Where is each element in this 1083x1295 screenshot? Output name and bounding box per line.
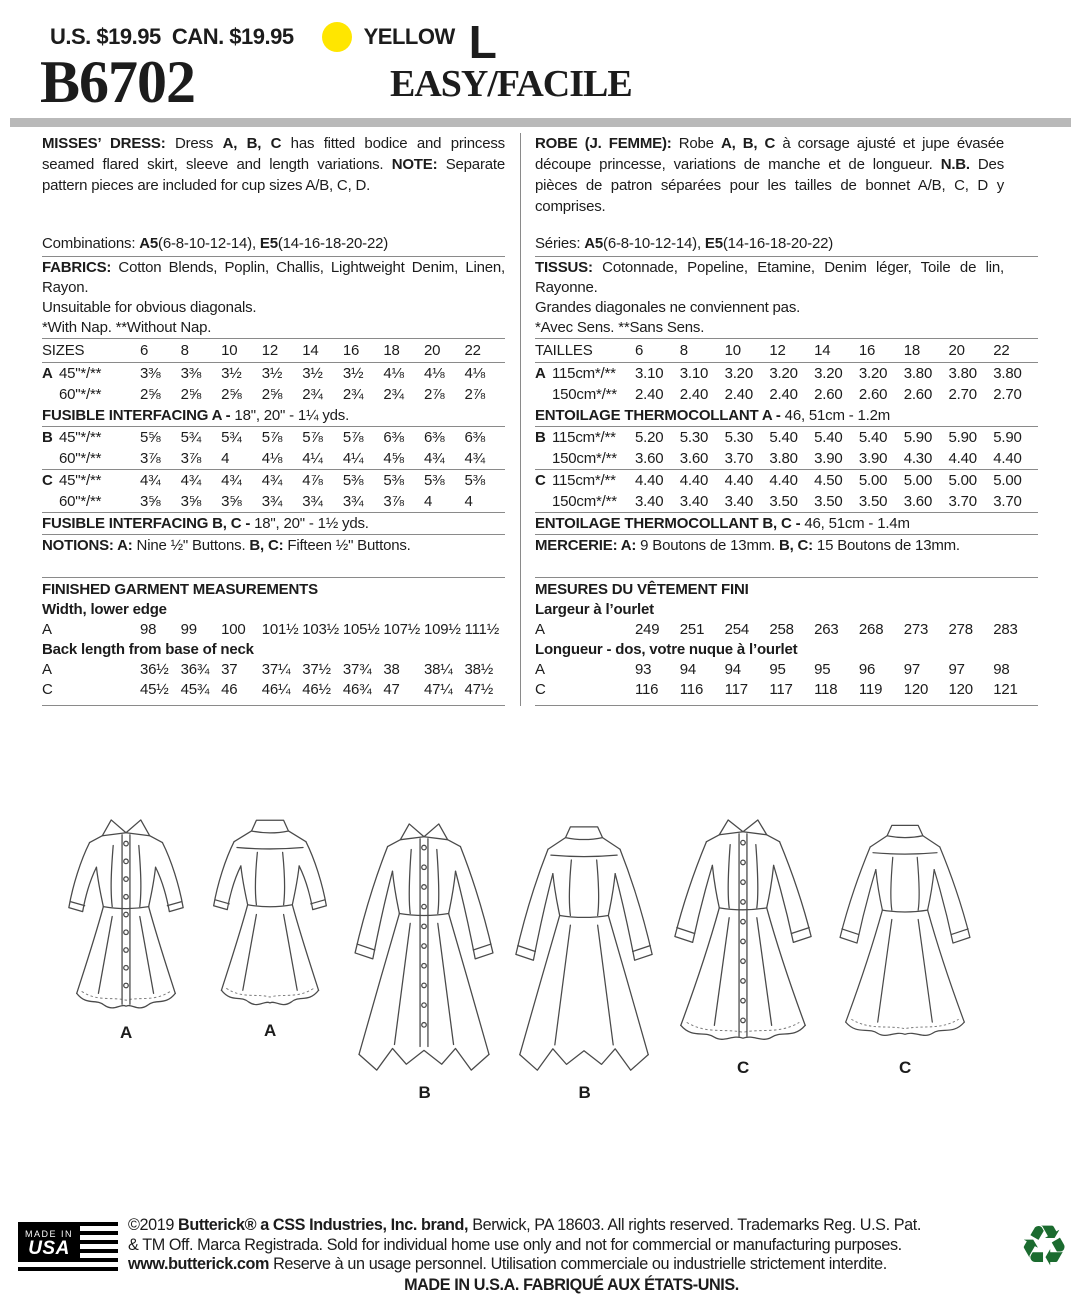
table-cell: 14 xyxy=(814,340,859,361)
table-cell: 16 xyxy=(343,340,384,361)
table-cell: 3⅜ xyxy=(140,363,181,384)
description-heading: MISSES’ DRESS: xyxy=(42,135,166,152)
table-cell: 5.00 xyxy=(859,470,904,491)
table-cell: 3½ xyxy=(302,363,343,384)
table-cell: 2⅞ xyxy=(465,384,506,405)
table-cell: 3½ xyxy=(221,363,262,384)
table-cell: 278 xyxy=(948,620,993,640)
table-cell: 47½ xyxy=(465,680,506,700)
yardage-row-b60: 60"*/** 3⅞ 3⅞ 4 4⅛ 4¼ 4¼ 4⅝ 4¾ 4¾ xyxy=(42,448,505,470)
table-cell: 3½ xyxy=(262,363,303,384)
table-cell: 3.60 xyxy=(904,491,949,512)
table-cell: 4⅛ xyxy=(465,363,506,384)
table-cell: 18 xyxy=(904,340,949,361)
recycle-icon: ♻ xyxy=(1019,1218,1069,1276)
entoilage-a-line: ENTOILAGE THERMOCOLLANT A - 46, 51cm - 1.2m xyxy=(535,405,1038,427)
table-cell: 3.20 xyxy=(725,363,770,384)
legal-text xyxy=(128,1216,1015,1295)
french-column xyxy=(535,133,1038,706)
pattern-number: B6702 xyxy=(40,48,195,117)
usa-label: USA xyxy=(18,1240,80,1258)
fusible-interfacing-bc-line: FUSIBLE INTERFACING B, C - 18", 20" - 1½ yds. xyxy=(42,513,505,535)
dress-b-back-figure xyxy=(502,823,667,1103)
table-cell: 8 xyxy=(680,340,725,361)
table-cell: 3⅞ xyxy=(383,491,424,512)
yardage-row-b45: B 45"*/** 5⅝ 5¾ 5¾ 5⅞ 5⅞ 5⅞ 6⅜ 6⅜ 6⅜ xyxy=(42,427,505,448)
sizes-label: SIZES xyxy=(42,340,140,361)
table-cell: 37¼ xyxy=(262,660,303,680)
dress-a-front-drawing xyxy=(56,816,196,1018)
table-cell: 5⅞ xyxy=(343,427,384,448)
finished-garment-title: FINISHED GARMENT MEASUREMENTS xyxy=(42,580,505,600)
table-cell: 47¼ xyxy=(424,680,465,700)
table-cell: 6 xyxy=(635,340,680,361)
largeur-label: Largeur à l’ourlet xyxy=(535,600,1038,620)
table-cell: 4.40 xyxy=(725,470,770,491)
tailles-header-row xyxy=(535,338,1038,363)
table-cell: 3.20 xyxy=(814,363,859,384)
finished-garment-section xyxy=(42,578,505,706)
table-cell: 45½ xyxy=(140,680,181,700)
table-cell: 4.40 xyxy=(948,448,993,469)
mercerie-line: MERCERIE: A: 9 Boutons de 13mm. B, C: 15 Boutons de 13mm. xyxy=(535,535,1038,578)
made-in-label: MADE IN xyxy=(18,1226,80,1240)
table-cell: 6⅜ xyxy=(424,427,465,448)
fabrics-line: FABRICS: Cotton Blends, Poplin, Challis, Lightweight Denim, Linen, Rayon. xyxy=(42,258,505,298)
table-cell: 99 xyxy=(181,620,222,640)
table-cell: 109½ xyxy=(424,620,465,640)
table-cell: 2¾ xyxy=(343,384,384,405)
longueur-row-a: A 93 94 94 95 95 96 97 97 98 xyxy=(535,660,1038,680)
table-cell: 268 xyxy=(859,620,904,640)
table-cell: 46½ xyxy=(302,680,343,700)
table-cell: 46 xyxy=(221,680,262,700)
table-cell: 36¾ xyxy=(181,660,222,680)
table-cell: 3.50 xyxy=(859,491,904,512)
table-cell: 2.70 xyxy=(948,384,993,405)
size-letter: L xyxy=(469,25,497,59)
table-cell: 14 xyxy=(302,340,343,361)
table-cell: 283 xyxy=(993,620,1038,640)
table-cell: 116 xyxy=(635,680,680,700)
table-cell: 3⅞ xyxy=(181,448,222,469)
made-in-usa-logo xyxy=(18,1222,118,1276)
view-letter: A xyxy=(42,363,59,384)
table-cell: 3⅝ xyxy=(181,491,222,512)
entoilage-bc-line: ENTOILAGE THERMOCOLLANT B, C - 46, 51cm - 1.4m xyxy=(535,513,1038,535)
table-cell: 4.40 xyxy=(769,470,814,491)
table-cell: 2⅝ xyxy=(221,384,262,405)
table-cell: 6⅜ xyxy=(465,427,506,448)
table-cell: 37 xyxy=(221,660,262,680)
table-cell: 46¾ xyxy=(343,680,384,700)
table-cell: 5¾ xyxy=(221,427,262,448)
combinations-line: Combinations: A5(6-8-10-12-14), E5(14-16-18-20-22) xyxy=(42,234,505,257)
table-cell: 103½ xyxy=(302,620,343,640)
table-cell: 3.70 xyxy=(725,448,770,469)
table-cell: 4⅛ xyxy=(262,448,303,469)
table-cell: 5⅜ xyxy=(465,470,506,491)
table-cell: 5⅜ xyxy=(383,470,424,491)
table-cell: 5.90 xyxy=(993,427,1038,448)
table-cell: 93 xyxy=(635,660,680,680)
table-cell: 10 xyxy=(221,340,262,361)
longueur-row-c: C 116 116 117 117 118 119 120 120 121 xyxy=(535,680,1038,700)
table-cell: 5⅝ xyxy=(140,427,181,448)
table-cell: 3.40 xyxy=(635,491,680,512)
table-cell: 2⅝ xyxy=(140,384,181,405)
series-line: Séries: A5(6-8-10-12-14), E5(14-16-18-20-22) xyxy=(535,234,1038,257)
table-cell: 4⅝ xyxy=(383,448,424,469)
table-cell: 2⅞ xyxy=(424,384,465,405)
footer xyxy=(18,1216,1069,1295)
table-cell: 95 xyxy=(769,660,814,680)
table-cell: 3.70 xyxy=(993,491,1038,512)
table-cell: 3.80 xyxy=(904,363,949,384)
table-cell: 94 xyxy=(680,660,725,680)
table-cell: 4¾ xyxy=(465,448,506,469)
difficulty-label: EASY/FACILE xyxy=(390,62,632,106)
table-cell: 98 xyxy=(993,660,1038,680)
english-description: MISSES’ DRESS: Dress A, B, C has fitted bodice and princess seamed flared skirt, sleeve and length variations. NOTE: Separate pattern pieces are included for cup sizes A/B, C, D. xyxy=(42,133,505,234)
fusible-interfacing-a-line: FUSIBLE INTERFACING A - 18", 20" - 1¼ yds. xyxy=(42,405,505,427)
table-cell: 3.10 xyxy=(680,363,725,384)
table-cell: 2¾ xyxy=(383,384,424,405)
metrage-row-c115: C 115cm*/** 4.40 4.40 4.40 4.40 4.50 5.00 5.00 5.00 5.00 xyxy=(535,470,1038,491)
table-cell: 5.90 xyxy=(904,427,949,448)
sizes-header-row xyxy=(42,338,505,363)
table-cell: 46¼ xyxy=(262,680,303,700)
table-cell: 47 xyxy=(383,680,424,700)
table-cell: 37½ xyxy=(302,660,343,680)
view-b-label: B xyxy=(342,1083,507,1103)
table-cell: 4.40 xyxy=(993,448,1038,469)
width-lower-edge-label: Width, lower edge xyxy=(42,600,505,620)
legal-line-3: www.butterick.com Reserve à un usage personnel. Utilisation commerciale ou industrielle strictement interdite. xyxy=(128,1255,1015,1275)
table-cell: 5⅜ xyxy=(424,470,465,491)
color-name: YELLOW xyxy=(364,24,455,50)
table-cell: 3.80 xyxy=(769,448,814,469)
dress-b-back-drawing xyxy=(502,823,667,1078)
table-cell: 18 xyxy=(383,340,424,361)
table-cell: 2.40 xyxy=(680,384,725,405)
dress-c-front-drawing xyxy=(658,816,828,1053)
table-cell: 116 xyxy=(680,680,725,700)
table-cell: 4 xyxy=(221,448,262,469)
back-length-row-c: C 45½ 45¾ 46 46¼ 46½ 46¾ 47 47¼ 47½ xyxy=(42,680,505,700)
price-can: CAN. $19.95 xyxy=(172,24,294,50)
table-cell: 5.20 xyxy=(635,427,680,448)
table-cell: 3¾ xyxy=(302,491,343,512)
table-cell: 2.60 xyxy=(814,384,859,405)
table-cell: 3.40 xyxy=(725,491,770,512)
table-cell: 3⅜ xyxy=(181,363,222,384)
table-cell: 4¾ xyxy=(262,470,303,491)
legal-line-2: & TM Off. Marca Registrada. Sold for individual home use only and not for commercial or manufacturing purposes. xyxy=(128,1236,1015,1256)
table-cell: 4¼ xyxy=(343,448,384,469)
table-cell: 3¾ xyxy=(343,491,384,512)
table-cell: 5.30 xyxy=(680,427,725,448)
back-length-label: Back length from base of neck xyxy=(42,640,505,660)
view-c-label: C xyxy=(825,1058,985,1078)
table-cell: 3.20 xyxy=(769,363,814,384)
mesures-section xyxy=(535,578,1038,706)
table-cell: 3.10 xyxy=(635,363,680,384)
metrage-row-b115: B 115cm*/** 5.20 5.30 5.30 5.40 5.40 5.40 5.90 5.90 5.90 xyxy=(535,427,1038,448)
back-length-row-a: A 36½ 36¾ 37 37¼ 37½ 37¾ 38 38¼ 38½ xyxy=(42,660,505,680)
table-cell: 4 xyxy=(424,491,465,512)
table-cell: 3⅝ xyxy=(221,491,262,512)
price-us: U.S. $19.95 xyxy=(50,24,161,50)
table-cell: 120 xyxy=(904,680,949,700)
column-divider xyxy=(520,133,521,706)
table-cell: 273 xyxy=(904,620,949,640)
table-cell: 2⅝ xyxy=(181,384,222,405)
table-cell: 5⅜ xyxy=(343,470,384,491)
table-cell: 3.70 xyxy=(948,491,993,512)
table-cell: 3.20 xyxy=(859,363,904,384)
view-a-label: A xyxy=(202,1021,338,1041)
sens-line: *Avec Sens. **Sans Sens. xyxy=(535,318,1038,338)
table-cell: 3.50 xyxy=(769,491,814,512)
table-cell: 97 xyxy=(904,660,949,680)
table-cell: 263 xyxy=(814,620,859,640)
table-cell: 3.50 xyxy=(814,491,859,512)
table-cell: 2.40 xyxy=(769,384,814,405)
yardage-row-c60: 60"*/** 3⅝ 3⅝ 3⅝ 3¾ 3¾ 3¾ 3⅞ 4 4 xyxy=(42,491,505,513)
info-columns xyxy=(42,133,1038,706)
made-in-usa-line: MADE IN U.S.A. FABRIQUÉ AUX ÉTATS-UNIS. xyxy=(128,1276,1015,1295)
metrage-row-a150: 150cm*/** 2.40 2.40 2.40 2.40 2.60 2.60 2.60 2.70 2.70 xyxy=(535,384,1038,405)
table-cell: 12 xyxy=(262,340,303,361)
table-cell: 5⅞ xyxy=(262,427,303,448)
yardage-row-c45: C 45"*/** 4¾ 4¾ 4¾ 4¾ 4⅞ 5⅜ 5⅜ 5⅜ 5⅜ xyxy=(42,470,505,491)
largeur-row-a: A 249 251 254 258 263 268 273 278 283 xyxy=(535,620,1038,640)
table-cell: 3.90 xyxy=(859,448,904,469)
website-link[interactable]: www.butterick.com xyxy=(128,1255,269,1273)
brand-name: Butterick® a CSS Industries, Inc. brand, xyxy=(178,1216,468,1234)
dress-b-front-drawing xyxy=(342,820,507,1078)
tissus-line: TISSUS: Cotonnade, Popeline, Etamine, Denim léger, Toile de lin, Rayonne. xyxy=(535,258,1038,298)
table-cell: 4.40 xyxy=(635,470,680,491)
table-cell: 3⅞ xyxy=(140,448,181,469)
table-cell: 118 xyxy=(814,680,859,700)
tailles-label: TAILLES xyxy=(535,340,635,361)
table-cell: 45¾ xyxy=(181,680,222,700)
table-cell: 20 xyxy=(948,340,993,361)
table-cell: 8 xyxy=(181,340,222,361)
table-cell: 2.70 xyxy=(993,384,1038,405)
table-cell: 4.50 xyxy=(814,470,859,491)
table-cell: 4¼ xyxy=(302,448,343,469)
yardage-row-a60: 60"*/** 2⅝ 2⅝ 2⅝ 2⅝ 2¾ 2¾ 2¾ 2⅞ 2⅞ xyxy=(42,384,505,405)
table-cell: 119 xyxy=(859,680,904,700)
table-cell: 94 xyxy=(725,660,770,680)
table-cell: 5.30 xyxy=(725,427,770,448)
table-cell: 258 xyxy=(769,620,814,640)
table-cell: 5.40 xyxy=(769,427,814,448)
table-cell: 4¾ xyxy=(424,448,465,469)
table-cell: 22 xyxy=(465,340,506,361)
table-cell: 6 xyxy=(140,340,181,361)
french-description: ROBE (J. FEMME): Robe A, B, C à corsage ajusté et jupe évasée découpe princesse, variations de manche et de longueur. N.B. Des pièces de patron séparées pour les tailles de bonnet A/B, C, D y comprises. xyxy=(535,133,1038,234)
table-cell: 4¾ xyxy=(221,470,262,491)
mesures-title: MESURES DU VÊTEMENT FINI xyxy=(535,580,1038,600)
table-cell: 4¾ xyxy=(181,470,222,491)
header-divider-bar xyxy=(10,118,1071,127)
dress-c-back-drawing xyxy=(825,818,985,1053)
fabric-width-label: 45"*/** xyxy=(59,363,140,384)
table-cell: 4.30 xyxy=(904,448,949,469)
table-cell: 5.90 xyxy=(948,427,993,448)
table-cell: 107½ xyxy=(383,620,424,640)
table-cell: 3.80 xyxy=(993,363,1038,384)
table-cell: 4⅛ xyxy=(424,363,465,384)
table-cell: 117 xyxy=(769,680,814,700)
color-dot-icon xyxy=(322,22,352,52)
metrage-row-a115: A 115cm*/** 3.10 3.10 3.20 3.20 3.20 3.20 3.80 3.80 3.80 xyxy=(535,363,1038,384)
view-a-label: A xyxy=(56,1023,196,1043)
sizes-values xyxy=(140,340,505,361)
table-cell: 5.40 xyxy=(859,427,904,448)
table-cell: 38½ xyxy=(465,660,506,680)
metrage-row-c150: 150cm*/** 3.40 3.40 3.40 3.50 3.50 3.50 3.60 3.70 3.70 xyxy=(535,491,1038,513)
dress-c-back-figure xyxy=(825,818,985,1078)
table-cell: 3⅝ xyxy=(140,491,181,512)
dress-a-front-figure xyxy=(56,816,196,1043)
dress-c-front-figure xyxy=(658,816,828,1078)
table-cell: 37¾ xyxy=(343,660,384,680)
english-column xyxy=(42,133,505,706)
table-cell: 96 xyxy=(859,660,904,680)
table-cell: 2.60 xyxy=(904,384,949,405)
table-cell: 4⅛ xyxy=(383,363,424,384)
longueur-label: Longueur - dos, votre nuque à l’ourlet xyxy=(535,640,1038,660)
price-line xyxy=(50,20,1083,54)
table-cell: 16 xyxy=(859,340,904,361)
table-cell: 2⅝ xyxy=(262,384,303,405)
table-cell: 20 xyxy=(424,340,465,361)
table-cell: 3.40 xyxy=(680,491,725,512)
table-cell: 2.40 xyxy=(725,384,770,405)
table-cell: 5.00 xyxy=(948,470,993,491)
table-cell: 121 xyxy=(993,680,1038,700)
table-cell: 4¾ xyxy=(140,470,181,491)
table-cell: 5¾ xyxy=(181,427,222,448)
table-cell: 100 xyxy=(221,620,262,640)
yardage-values xyxy=(140,363,505,384)
table-cell: 3.90 xyxy=(814,448,859,469)
table-cell: 2.60 xyxy=(859,384,904,405)
table-cell: 3.60 xyxy=(635,448,680,469)
table-cell: 5.00 xyxy=(904,470,949,491)
dress-a-back-figure xyxy=(202,814,338,1041)
table-cell: 3.60 xyxy=(680,448,725,469)
table-cell: 249 xyxy=(635,620,680,640)
width-row-a: A 98 99 100 101½ 103½ 105½ 107½ 109½ 111½ xyxy=(42,620,505,640)
brand-line xyxy=(0,54,1083,110)
table-cell: 4⅞ xyxy=(302,470,343,491)
table-cell: 4.40 xyxy=(680,470,725,491)
table-cell: 5⅞ xyxy=(302,427,343,448)
table-cell: 251 xyxy=(680,620,725,640)
table-cell: 3¾ xyxy=(262,491,303,512)
table-cell: 3½ xyxy=(343,363,384,384)
metrage-row-b150: 150cm*/** 3.60 3.60 3.70 3.80 3.90 3.90 4.30 4.40 4.40 xyxy=(535,448,1038,470)
table-cell: 38¼ xyxy=(424,660,465,680)
diagonales-line: Grandes diagonales ne conviennent pas. xyxy=(535,298,1038,318)
table-cell: 5.00 xyxy=(993,470,1038,491)
table-cell: 36½ xyxy=(140,660,181,680)
table-cell: 38 xyxy=(383,660,424,680)
nap-line: *With Nap. **Without Nap. xyxy=(42,318,505,338)
garment-line-drawings xyxy=(0,808,1083,1120)
table-cell: 111½ xyxy=(465,620,506,640)
table-cell: 97 xyxy=(948,660,993,680)
table-cell: 105½ xyxy=(343,620,384,640)
yardage-row-a45 xyxy=(42,363,505,384)
notions-line: NOTIONS: A: Nine ½" Buttons. B, C: Fifteen ½" Buttons. xyxy=(42,535,505,578)
table-cell: 120 xyxy=(948,680,993,700)
table-cell: 5.40 xyxy=(814,427,859,448)
table-cell: 254 xyxy=(725,620,770,640)
view-c-label: C xyxy=(658,1058,828,1078)
table-cell: 3.80 xyxy=(948,363,993,384)
table-cell: 12 xyxy=(769,340,814,361)
table-cell: 2¾ xyxy=(302,384,343,405)
table-cell: 22 xyxy=(993,340,1038,361)
legal-line-1: ©2019 Butterick® a CSS Industries, Inc. brand, Berwick, PA 18603. All rights reserved. Trademarks Reg. U.S. Pat. xyxy=(128,1216,1015,1236)
unsuitable-line: Unsuitable for obvious diagonals. xyxy=(42,298,505,318)
dress-b-front-figure xyxy=(342,820,507,1103)
table-cell: 4 xyxy=(465,491,506,512)
table-cell: 98 xyxy=(140,620,181,640)
table-cell: 10 xyxy=(725,340,770,361)
table-cell: 2.40 xyxy=(635,384,680,405)
table-cell: 95 xyxy=(814,660,859,680)
table-cell: 6⅜ xyxy=(383,427,424,448)
table-cell: 117 xyxy=(725,680,770,700)
dress-a-back-drawing xyxy=(202,814,338,1016)
table-cell: 101½ xyxy=(262,620,303,640)
view-b-label: B xyxy=(502,1083,667,1103)
